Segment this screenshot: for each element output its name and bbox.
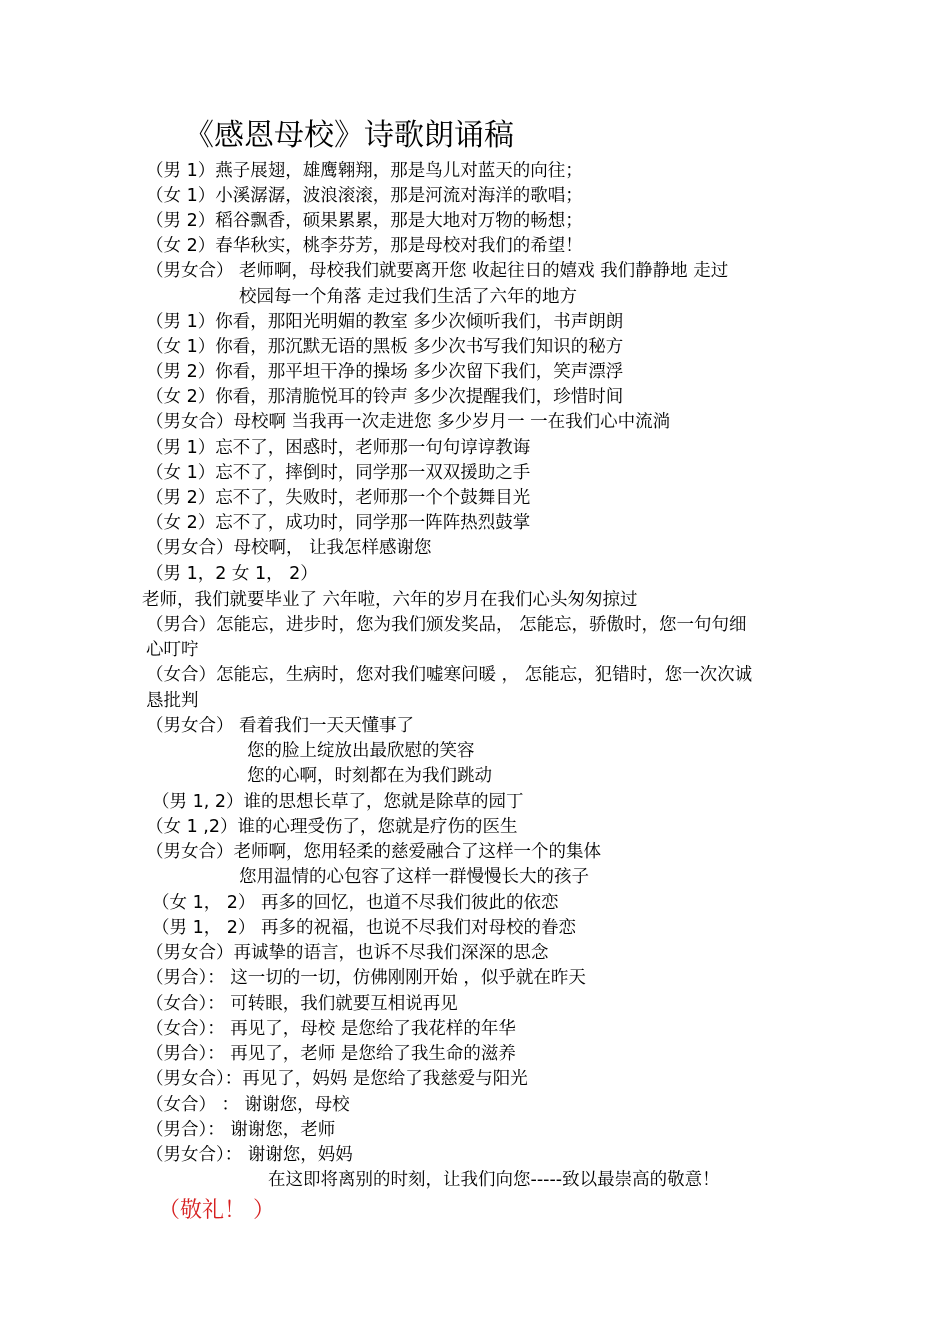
poem-line: （男 2）你看，那平坦干净的操场 多少次留下我们，笑声漂浮 [146, 362, 624, 382]
poem-line: （女合） ： 谢谢您，母校 [146, 1095, 350, 1115]
poem-line: （男 1, 2）谁的思想长草了，您就是除草的园丁 [152, 792, 524, 812]
poem-line: 您用温情的心包容了这样一群慢慢长大的孩子 [239, 867, 589, 887]
poem-line: 心叮咛 [146, 640, 199, 660]
poem-line: （男 2）稻谷飘香，硕果累累，那是大地对万物的畅想； [146, 211, 583, 231]
poem-line: （男女合）母校啊 当我再一次走进您 多少岁月一 一在我们心中流淌 [146, 412, 671, 432]
poem-line: （女 2）忘不了，成功时，同学那一阵阵热烈鼓掌 [146, 513, 531, 533]
poem-line: （女 1， 2） 再多的回忆，也道不尽我们彼此的依恋 [152, 893, 559, 913]
poem-line: （男 1）燕子展翅，雄鹰翱翔，那是鸟儿对蓝天的向往； [146, 161, 583, 181]
poem-line: （男 1）忘不了，困惑时，老师那一句句谆谆教诲 [146, 438, 531, 458]
poem-line: （女合）： 可转眼，我们就要互相说再见 [146, 994, 458, 1014]
poem-line: （女 2）你看，那清脆悦耳的铃声 多少次提醒我们，珍惜时间 [146, 387, 624, 407]
poem-line: （女 1）小溪潺潺，波浪滚滚，那是河流对海洋的歌唱； [146, 186, 583, 206]
poem-line: （男 1， 2） 再多的祝福，也说不尽我们对母校的眷恋 [152, 918, 576, 938]
poem-line: （女合）怎能忘，生病时，您对我们嘘寒问暖 ， 怎能忘，犯错时，您一次次诚 [146, 665, 753, 685]
poem-line: 校园每一个角落 走过我们生活了六年的地方 [239, 287, 578, 307]
poem-line: （男女合） 看着我们一天天懂事了 [146, 716, 415, 736]
poem-line: 您的心啊，时刻都在为我们跳动 [247, 766, 492, 786]
poem-line: （男 1，2 女 1， 2） [146, 564, 318, 584]
poem-line: （男女合）母校啊， 让我怎样感谢您 [146, 538, 432, 558]
poem-line: （女 1 ,2）谁的心理受伤了，您就是疗伤的医生 [146, 817, 518, 837]
poem-line: （男女合）： 谢谢您，妈妈 [146, 1145, 353, 1165]
poem-line: （男 1）你看，那阳光明媚的教室 多少次倾听我们，书声朗朗 [146, 312, 624, 332]
poem-line: （女 1）忘不了，摔倒时，同学那一双双援助之手 [146, 463, 531, 483]
poem-line: （女 2）春华秋实，桃李芬芳，那是母校对我们的希望！ [146, 236, 583, 256]
poem-line: 老师，我们就要毕业了 六年啦，六年的岁月在我们心头匆匆掠过 [142, 590, 638, 610]
page-title: 《感恩母校》诗歌朗诵稿 [184, 118, 514, 153]
poem-line: 您的脸上绽放出最欣慰的笑容 [247, 741, 475, 761]
poem-line: （男女合） 老师啊，母校我们就要离开您 收起往日的嬉戏 我们静静地 走过 [146, 261, 729, 281]
poem-line: （男合）： 再见了，老师 是您给了我生命的滋养 [146, 1044, 516, 1064]
poem-line: （男合）怎能忘，进步时，您为我们颁发奖品， 怎能忘，骄傲时，您一句句细 [146, 615, 747, 635]
poem-line: （男合）： 这一切的一切，仿佛刚刚开始 ，似乎就在昨天 [146, 968, 586, 988]
poem-line: （男合）： 谢谢您，老师 [146, 1120, 336, 1140]
poem-line: 恳批判 [146, 691, 199, 711]
poem-line: 在这即将离别的时刻，让我们向您-----致以最崇高的敬意！ [268, 1170, 720, 1190]
poem-line: （男 2）忘不了，失败时，老师那一个个鼓舞目光 [146, 488, 531, 508]
poem-line: （男女合）老师啊，您用轻柔的慈爱融合了这样一个的集体 [146, 842, 601, 862]
poem-line: （男女合）再诚挚的语言，也诉不尽我们深深的思念 [146, 943, 549, 963]
poem-line: （男女合）：再见了，妈妈 是您给了我慈爱与阳光 [146, 1069, 528, 1089]
salute-text: （敬礼！ ） [158, 1198, 275, 1223]
poem-line: （女合）： 再见了，母校 是您给了我花样的年华 [146, 1019, 516, 1039]
poem-line: （女 1）你看，那沉默无语的黑板 多少次书写我们知识的秘方 [146, 337, 624, 357]
